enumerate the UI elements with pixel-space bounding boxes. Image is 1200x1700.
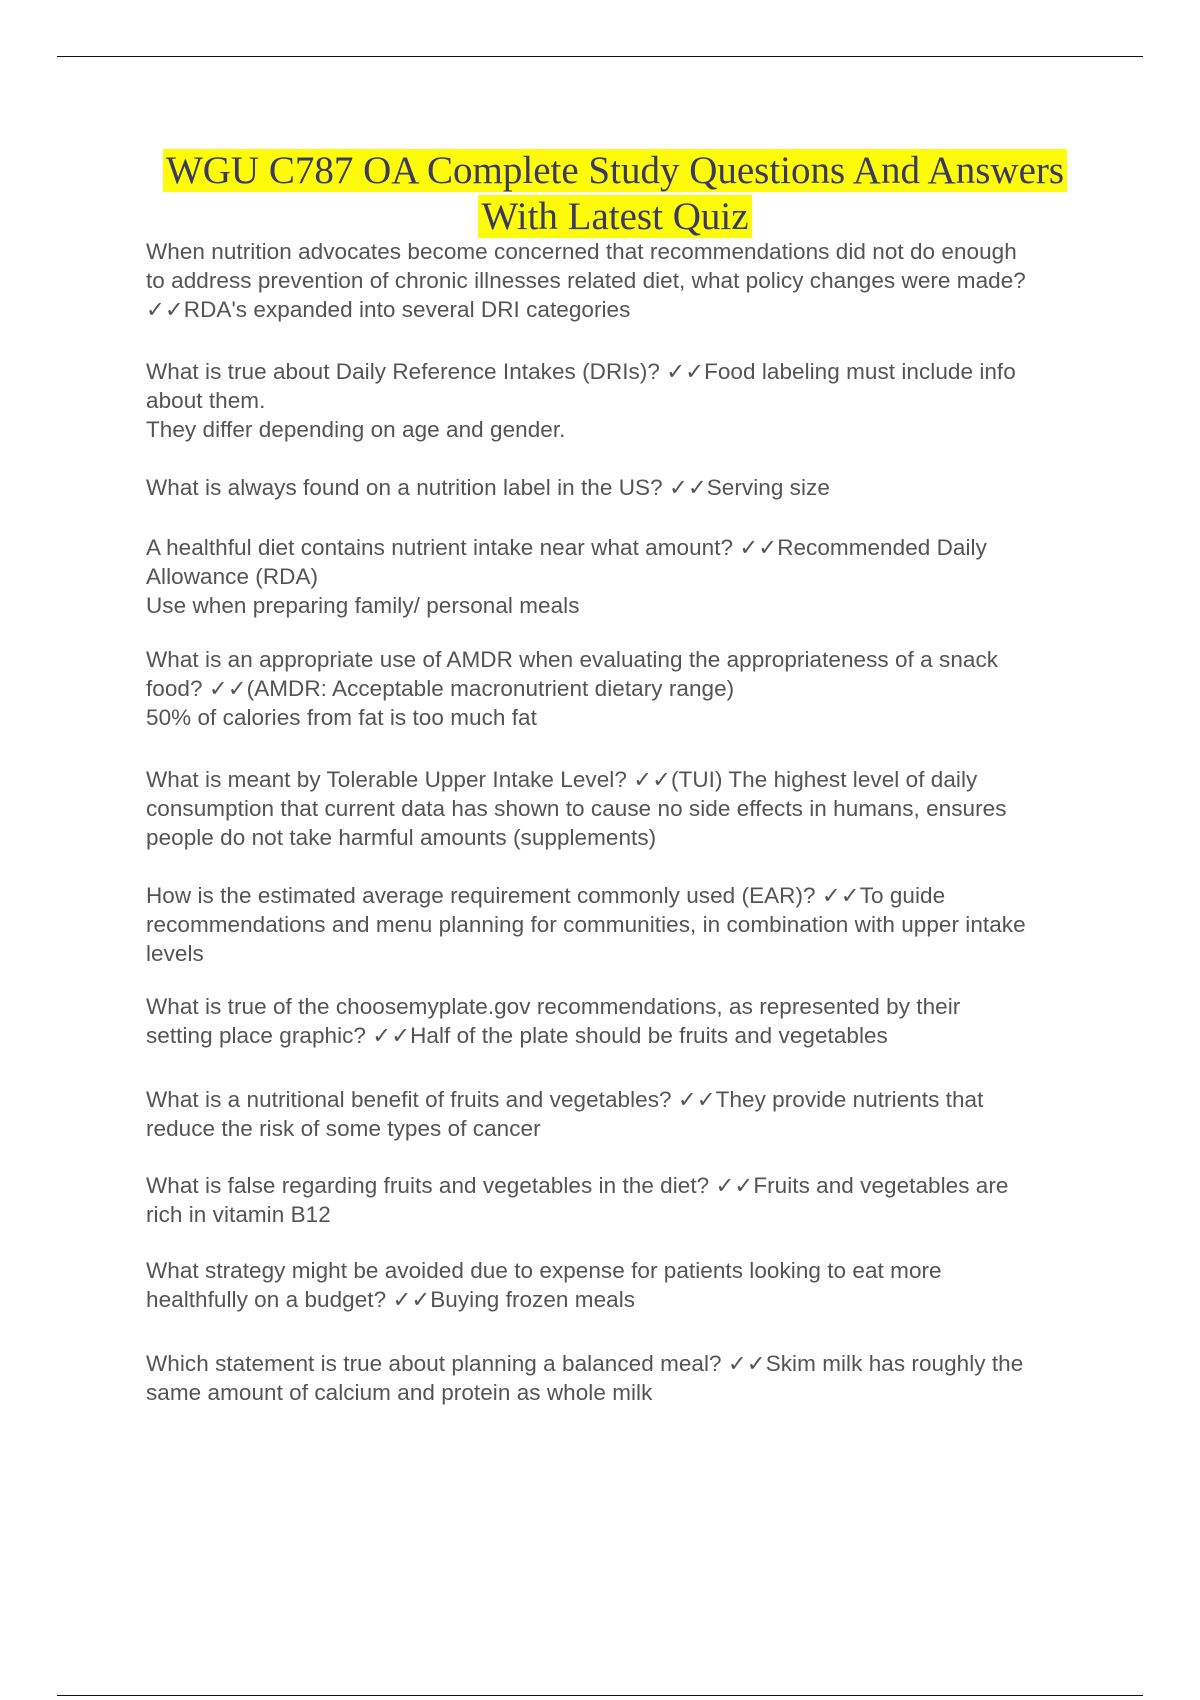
qa-item bbox=[146, 1256, 1090, 1314]
qa-line: reduce the risk of some types of cancer bbox=[146, 1116, 541, 1141]
qa-item bbox=[146, 1349, 1090, 1407]
qa-line: people do not take harmful amounts (supplements) bbox=[146, 825, 657, 850]
qa-line: What is meant by Tolerable Upper Intake Level? ✓✓(TUI) The highest level of daily bbox=[146, 767, 978, 792]
qa-line: food? ✓✓(AMDR: Acceptable macronutrient dietary range) bbox=[146, 676, 735, 701]
qa-line: rich in vitamin B12 bbox=[146, 1202, 331, 1227]
qa-line: What is false regarding fruits and vegetables in the diet? ✓✓Fruits and vegetables are bbox=[146, 1173, 1009, 1198]
qa-line: levels bbox=[146, 941, 204, 966]
qa-line: When nutrition advocates become concerned that recommendations did not do enough bbox=[146, 239, 1017, 264]
qa-line: What is an appropriate use of AMDR when evaluating the appropriateness of a snack bbox=[146, 647, 999, 672]
qa-line: Allowance (RDA) bbox=[146, 564, 319, 589]
qa-item bbox=[146, 992, 1090, 1050]
qa-line: to address prevention of chronic illnesses related diet, what policy changes were made? bbox=[146, 268, 1026, 293]
qa-line: What is a nutritional benefit of fruits and vegetables? ✓✓They provide nutrients that bbox=[146, 1087, 984, 1112]
qa-item bbox=[146, 533, 1090, 620]
qa-line: same amount of calcium and protein as whole milk bbox=[146, 1380, 653, 1405]
qa-line: Use when preparing family/ personal meals bbox=[146, 593, 580, 618]
qa-line: They differ depending on age and gender. bbox=[146, 417, 566, 442]
qa-item bbox=[146, 1171, 1090, 1229]
qa-line: 50% of calories from fat is too much fat bbox=[146, 705, 537, 730]
qa-line: Which statement is true about planning a balanced meal? ✓✓Skim milk has roughly the bbox=[146, 1351, 1024, 1376]
top-divider bbox=[57, 56, 1143, 57]
qa-line: What strategy might be avoided due to expense for patients looking to eat more bbox=[146, 1258, 942, 1283]
title-line-1: WGU C787 OA Complete Study Questions And Answers bbox=[163, 149, 1067, 192]
qa-line: about them. bbox=[146, 388, 266, 413]
qa-item bbox=[146, 765, 1090, 852]
qa-line: What is true about Daily Reference Intakes (DRIs)? ✓✓Food labeling must include info bbox=[146, 359, 1016, 384]
bottom-divider bbox=[57, 1695, 1143, 1696]
title-line-2: With Latest Quiz bbox=[478, 195, 751, 238]
qa-line: What is true of the choosemyplate.gov recommendations, as represented by their bbox=[146, 994, 961, 1019]
qa-line: ✓✓RDA's expanded into several DRI categories bbox=[146, 297, 631, 322]
qa-item bbox=[146, 881, 1090, 968]
qa-line: A healthful diet contains nutrient intake near what amount? ✓✓Recommended Daily bbox=[146, 535, 987, 560]
qa-line: consumption that current data has shown to cause no side effects in humans, ensures bbox=[146, 796, 1007, 821]
qa-item bbox=[146, 473, 1090, 502]
qa-line: recommendations and menu planning for communities, in combination with upper intake bbox=[146, 912, 1026, 937]
qa-line: healthfully on a budget? ✓✓Buying frozen meals bbox=[146, 1287, 636, 1312]
qa-item bbox=[146, 237, 1090, 324]
document-title bbox=[140, 148, 1090, 240]
qa-line: How is the estimated average requirement commonly used (EAR)? ✓✓To guide bbox=[146, 883, 946, 908]
qa-item bbox=[146, 357, 1090, 444]
qa-item bbox=[146, 645, 1090, 732]
qa-line: What is always found on a nutrition label in the US? ✓✓Serving size bbox=[146, 475, 830, 500]
qa-line: setting place graphic? ✓✓Half of the plate should be fruits and vegetables bbox=[146, 1023, 888, 1048]
qa-item bbox=[146, 1085, 1090, 1143]
